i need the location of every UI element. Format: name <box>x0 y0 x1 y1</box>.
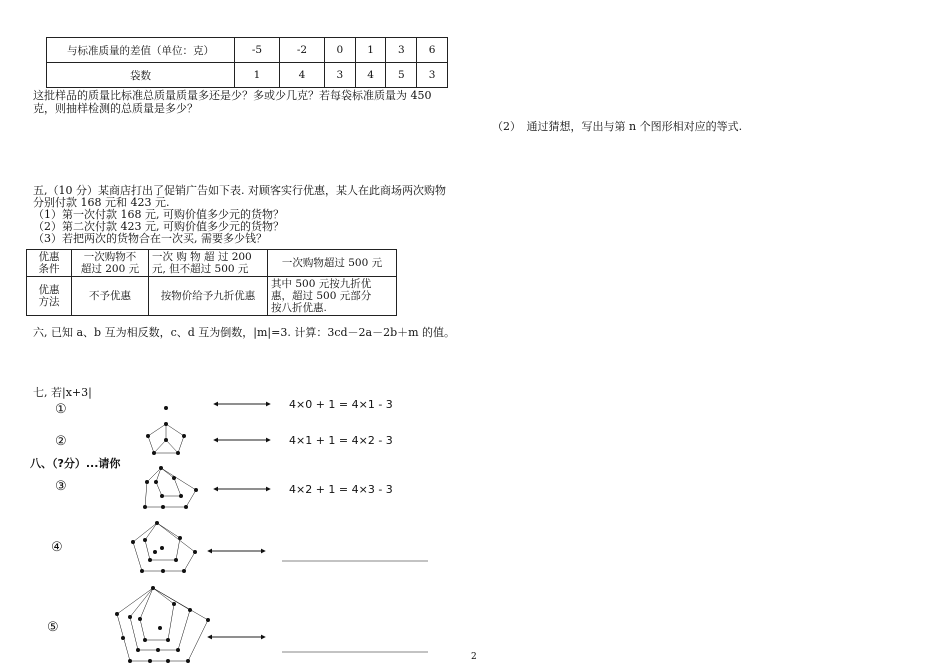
table-cell: 4 <box>355 63 386 88</box>
cell-line: 条件 <box>38 263 60 275</box>
question-5-sub1: （1）第一次付款 168 元, 可购价值多少元的货物？ <box>33 208 284 221</box>
cell-line: 一次 购 物 超 过 200 <box>152 251 252 263</box>
cell-line: 超过 200 元 <box>80 263 140 275</box>
page-number: 2 <box>471 652 477 662</box>
figure-label: ③ <box>55 479 67 494</box>
table-cell: 不予优惠 <box>72 277 149 316</box>
question-6: 六, 已知 a、b 互为相反数，c、d 互为倒数，|m|=3. 计算：3cd－2a－2b＋m 的值。 <box>33 326 456 339</box>
table-cell: 6 <box>417 38 448 63</box>
table-cell: 3 <box>417 63 448 88</box>
figure-label: ④ <box>51 540 63 555</box>
cell-line: 按八折优惠. <box>271 302 327 314</box>
table-cell: 5 <box>386 63 417 88</box>
table-cell: 0 <box>324 38 355 63</box>
figure-label: ② <box>55 434 67 449</box>
question-5-line1: 五,（10 分）某商店打出了促销广告如下表. 对顾客实行优惠，某人在此商场两次购物 <box>33 184 446 197</box>
question-5-sub3: （3）若把两次的货物合在一次买, 需要多少钱？ <box>33 232 267 245</box>
figure-label: ⑤ <box>47 620 59 635</box>
table-cell: 3 <box>324 63 355 88</box>
table-cell: 4 <box>279 63 324 88</box>
equation: 4×1 + 1 = 4×2 - 3 <box>289 434 393 447</box>
cell-line: 惠，超过 500 元部分 <box>271 290 372 302</box>
cell-line: 其中 500 元按九折优 <box>271 278 372 290</box>
question-4-line1: 这批样品的质量比标准总质量质量多还是少？多或少几克？若每袋标准质量为 450 <box>33 89 432 102</box>
table-cell: 1 <box>355 38 386 63</box>
question-5-sub2: （2）第二次付款 423 元, 可购价值多少元的货物？ <box>33 220 284 233</box>
question-7-head: 七, 若|x+3| <box>33 386 92 399</box>
cell-line: 一次购物不 <box>83 251 137 263</box>
table-cell: -5 <box>235 38 280 63</box>
table-cell: 按物价给予九折优惠 <box>149 277 268 316</box>
table-cell: 3 <box>386 38 417 63</box>
table-header-cell: 袋数 <box>47 63 235 88</box>
cell-line: 优惠 <box>38 251 60 263</box>
figure-label: ① <box>55 402 67 417</box>
equation: 4×2 + 1 = 4×3 - 3 <box>289 483 393 496</box>
table-cell: 一次购物超过 500 元 <box>268 250 397 277</box>
table-header-cell: 与标准质量的差值（单位：克） <box>47 38 235 63</box>
question-5-line2: 分别付款 168 元和 423 元. <box>33 196 170 209</box>
cell-line: 方法 <box>38 296 60 308</box>
question-8-fragment: 八、（?分）...请你 <box>30 457 121 470</box>
cell-line: 优惠 <box>38 284 60 296</box>
table-cell: 1 <box>235 63 280 88</box>
table-cell: -2 <box>279 38 324 63</box>
equation: 4×0 + 1 = 4×1 - 3 <box>289 398 393 411</box>
cell-line: 元, 但不超过 500 元 <box>152 263 249 275</box>
question-7-part2: （2） 通过猜想，写出与第 n 个图形相对应的等式. <box>492 120 743 133</box>
question-4-line2: 克，则抽样检测的总质量是多少？ <box>33 102 198 115</box>
